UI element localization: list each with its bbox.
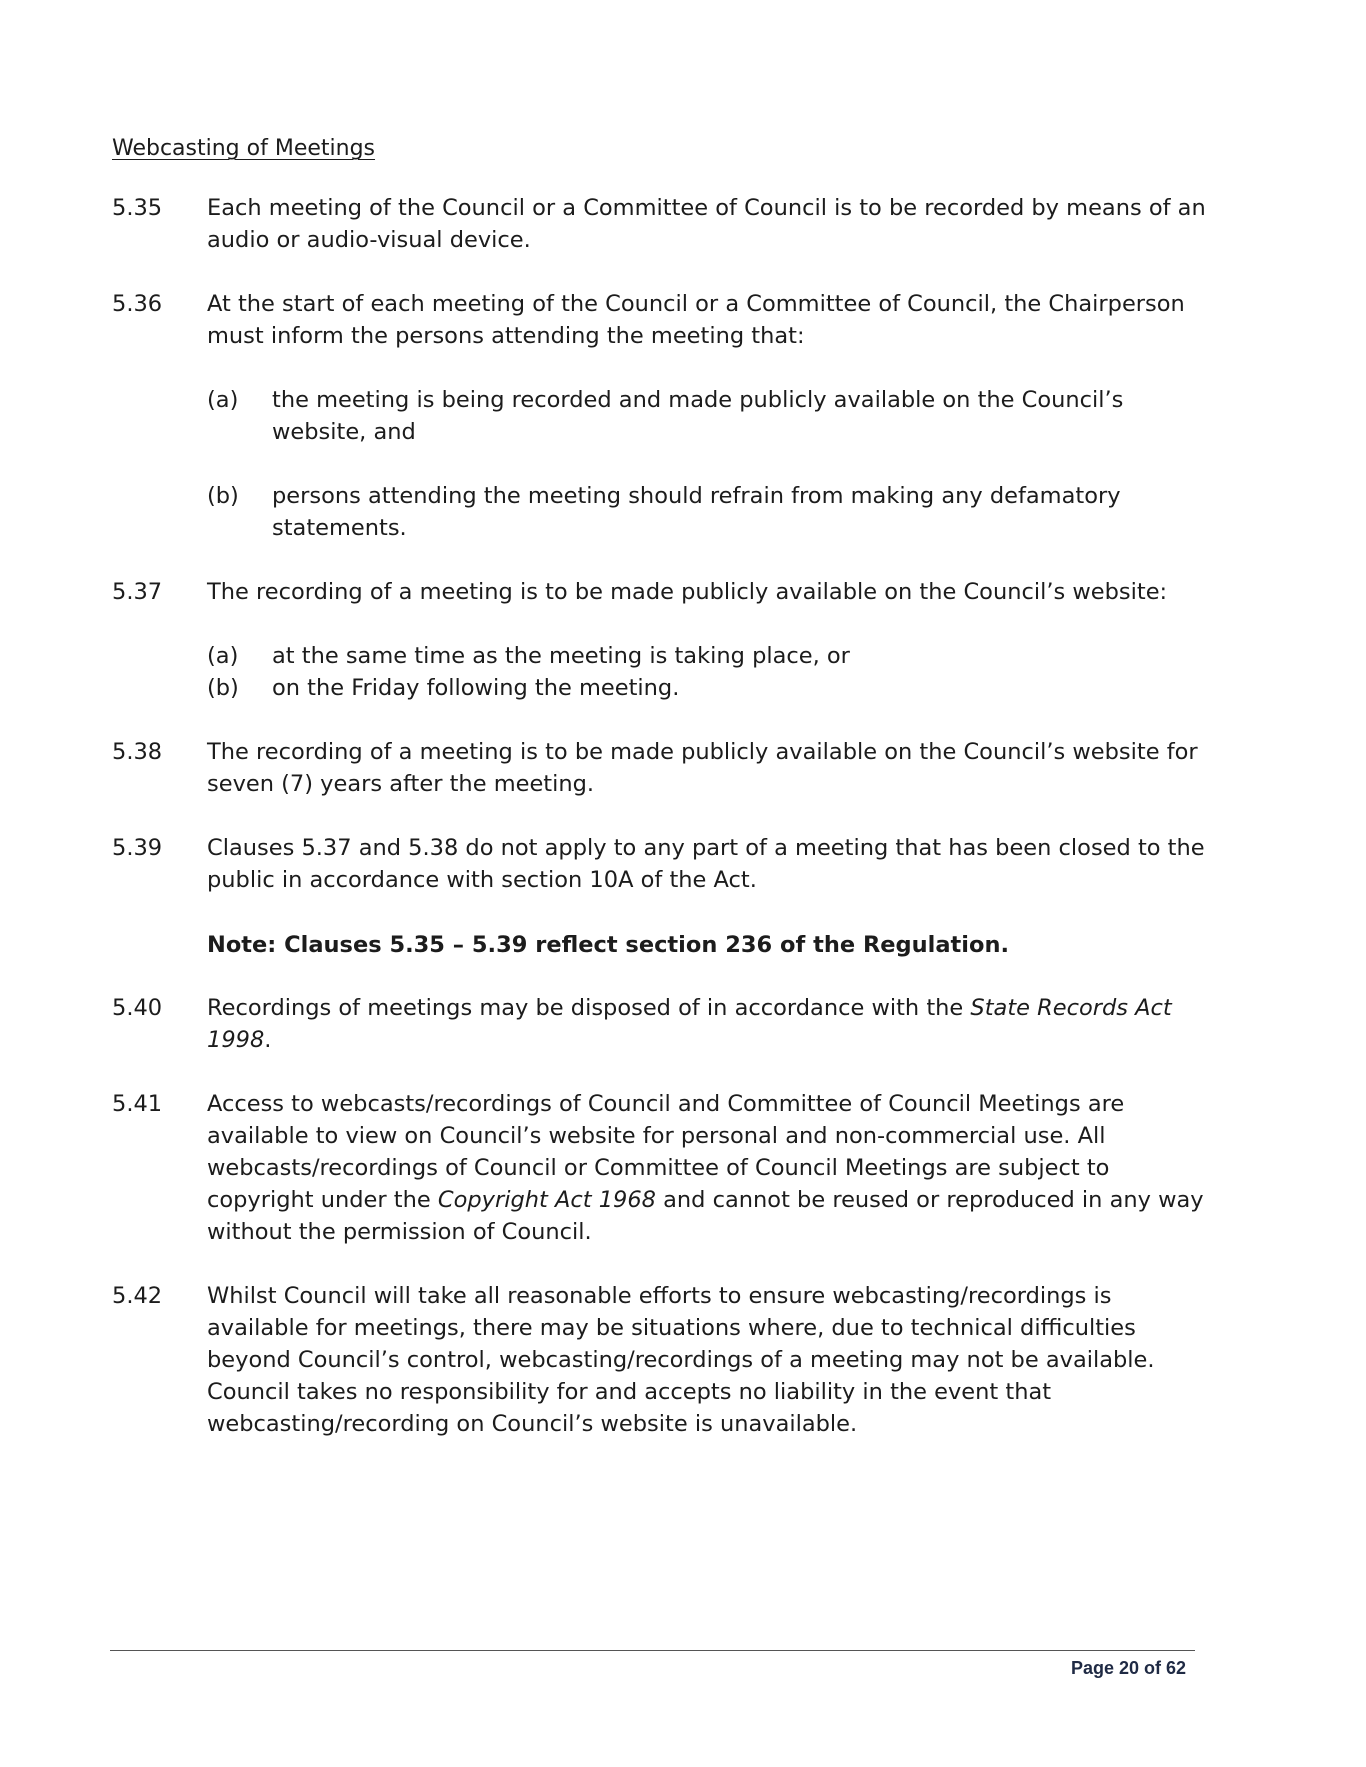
clause-number: 5.35 (112, 195, 163, 221)
clause-5-41 (112, 1088, 1222, 1248)
clause-text-part: and cannot be reused or reproduced in any way without the permission of Council. (207, 1187, 1204, 1245)
clause-text: The recording of a meeting is to be made publicly available on the Council’s website: (207, 579, 1168, 605)
clause-text: Each meeting of the Council or a Committee of Council is to be recorded by means of an audio or audio-visual device. (207, 195, 1206, 253)
clause-text: At the start of each meeting of the Council or a Committee of Council, the Chairperson must inform the persons attending the meeting that: (207, 291, 1185, 349)
act-title: State Records Act 1998 (207, 995, 1172, 1053)
subclause-5-36-b (207, 480, 1147, 544)
clause-text-part: Access to webcasts/recordings of Council and Committee of Council Meetings are available to view on Council’s website for personal and non-commercial use. All webcasts/recordings of Council or Committee of Council Meetings are subject to copyright under the (207, 1091, 1125, 1213)
clause-5-40 (112, 992, 1222, 1056)
subclause-text: at the same time as the meeting is taking place, or (272, 643, 850, 669)
subclause-text: persons attending the meeting should refrain from making any defamatory statements. (272, 483, 1121, 541)
act-title: Copyright Act 1968 (437, 1187, 656, 1213)
clause-text (207, 1088, 1207, 1248)
clause-number: 5.36 (112, 291, 163, 317)
clause-number: 5.38 (112, 739, 163, 765)
clause-5-38 (112, 736, 1222, 800)
clause-5-35 (112, 192, 1222, 256)
subclause-text: the meeting is being recorded and made publicly available on the Council’s website, and (272, 387, 1124, 445)
subclause-letter: (a) (207, 643, 239, 669)
subclause-5-37-a (207, 640, 1147, 672)
clause-text: Clauses 5.37 and 5.38 do not apply to any part of a meeting that has been closed to the public in accordance with section 10A of the Act. (207, 835, 1205, 893)
regulation-note: Note: Clauses 5.35 – 5.39 reflect section 236 of the Regulation. (207, 932, 1010, 958)
subclause-5-37-b (207, 672, 1147, 704)
clause-5-37 (112, 576, 1222, 608)
clause-number: 5.39 (112, 835, 163, 861)
subclause-letter: (b) (207, 675, 239, 701)
clause-text (207, 992, 1207, 1056)
clause-number: 5.41 (112, 1091, 163, 1117)
page-number: Page 20 of 62 (1070, 1658, 1186, 1678)
clause-5-36 (112, 288, 1222, 352)
clause-number: 5.42 (112, 1283, 163, 1309)
subclause-5-36-a (207, 384, 1147, 448)
clause-5-42 (112, 1280, 1222, 1440)
clause-text-part: Recordings of meetings may be disposed of in accordance with the (207, 995, 971, 1021)
subclause-letter: (a) (207, 387, 239, 413)
clause-number: 5.37 (112, 579, 163, 605)
clause-text: The recording of a meeting is to be made publicly available on the Council’s website for seven (7) years after the meeting. (207, 739, 1198, 797)
subclause-text: on the Friday following the meeting. (272, 675, 680, 701)
section-heading: Webcasting of Meetings (112, 136, 376, 161)
clause-text: Whilst Council will take all reasonable efforts to ensure webcasting/recordings is available for meetings, there may be situations where, due to technical difficulties beyond Council’s control, webcasting/recordings of a meeting may not be available. Council takes no responsibility for and accepts no liability in the event that webcasting/recording on Council’s website is unavailable. (207, 1283, 1155, 1437)
subclause-letter: (b) (207, 483, 239, 509)
clause-5-39 (112, 832, 1222, 896)
footer-divider (110, 1650, 1195, 1651)
clause-number: 5.40 (112, 995, 163, 1021)
clause-text-part: . (264, 1027, 272, 1053)
